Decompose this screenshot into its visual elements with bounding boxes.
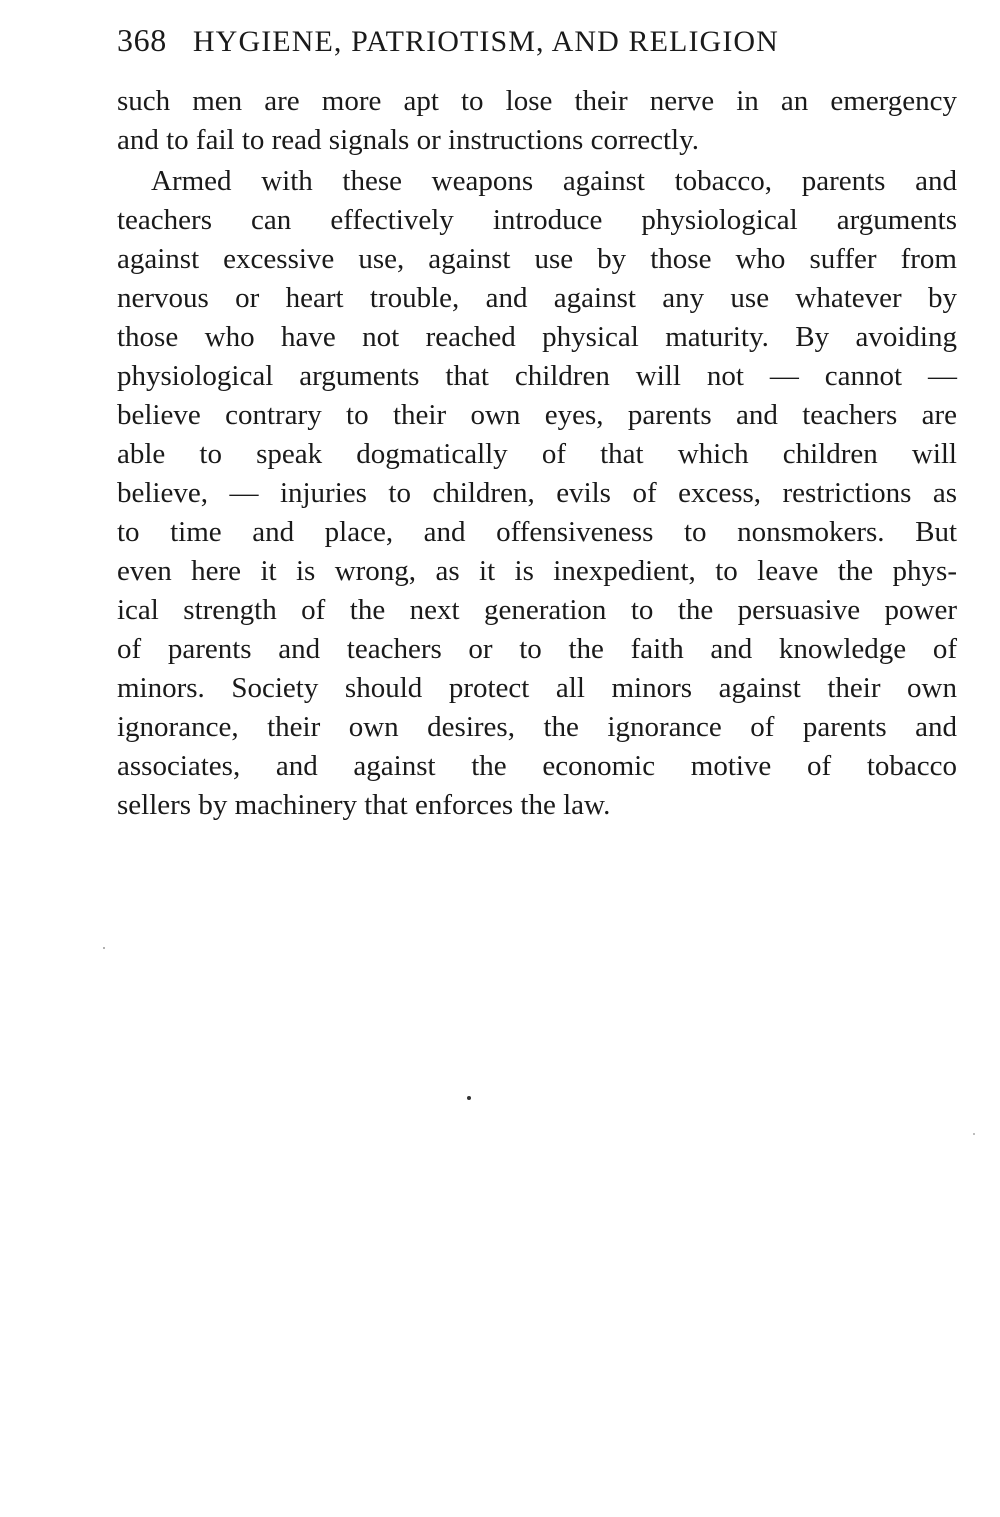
text-line: believe contrary to their own eyes, parents and teachers are [117,399,957,431]
scan-speck [973,1133,975,1135]
text-line: ignorance, their own desires, the ignorance of parents and [117,711,957,743]
running-head [117,18,957,62]
text-line: of parents and teachers or to the faith and knowledge of [117,633,957,665]
text-line: able to speak dogmatically of that which children will [117,438,957,470]
paragraph-1 [117,82,957,160]
scan-speck [467,1096,471,1100]
body-text [117,82,957,825]
text-line: teachers can effectively introduce physiological arguments [117,204,957,236]
text-line: Armed with these weapons against tobacco, parents and [151,165,957,197]
text-line: to time and place, and offensiveness to nonsmokers. But [117,516,957,548]
text-line: minors. Society should protect all minors against their own [117,672,957,704]
text-line: associates, and against the economic motive of tobacco [117,750,957,782]
text-line: physiological arguments that children will not — cannot — [117,360,957,392]
scan-speck [103,947,105,949]
text-line: even here it is wrong, as it is inexpedient, to leave the phys- [117,555,957,587]
text-line: sellers by machinery that enforces the law. [117,789,611,821]
text-line: ical strength of the next generation to the persuasive power [117,594,957,626]
text-line: nervous or heart trouble, and against any use whatever by [117,282,957,314]
running-title: HYGIENE, PATRIOTISM, AND RELIGION [192,25,779,58]
page-number: 368 [117,22,167,58]
paragraph-2 [117,162,957,825]
text-line: such men are more apt to lose their nerve in an emergency [117,85,957,117]
text-line: those who have not reached physical maturity. By avoiding [117,321,957,353]
text-line: and to fail to read signals or instructions correctly. [117,124,699,156]
text-line: believe, — injuries to children, evils of excess, restrictions as [117,477,957,509]
text-line: against excessive use, against use by those who suffer from [117,243,957,275]
